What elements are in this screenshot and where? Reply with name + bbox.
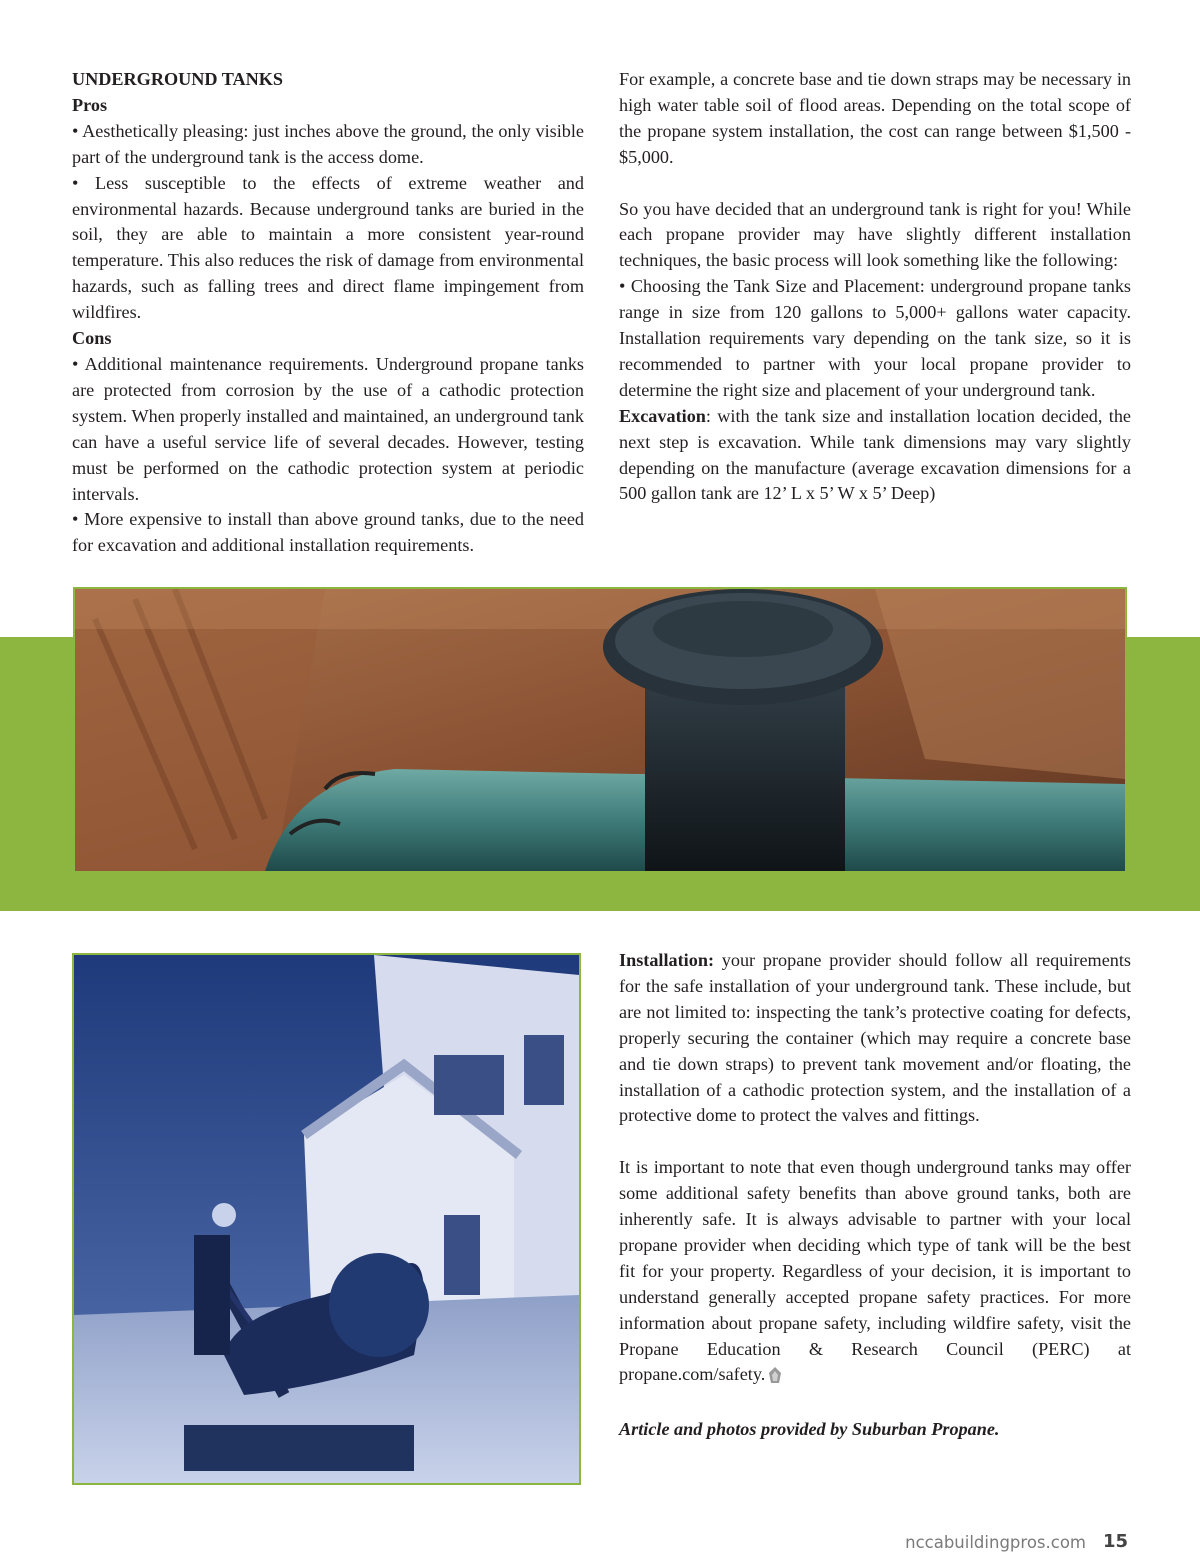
excavation-text: : with the tank size and installation location decided, the next step is excavation. While tank dimensions may vary slightly depending on the manufacture (average excavation dimensions for a 500 gallon tank are 12’ L x 5’ W x 5’ Deep): [619, 405, 1131, 504]
installation-paragraph: [619, 948, 1131, 1129]
cost-paragraph: For example, a concrete base and tie down straps may be necessary in high water table soil of flood areas. Depending on the total scope of the propane system installation, the cost can range between $1,500 - $5,000.: [619, 69, 1131, 167]
installation-label: Installation:: [619, 950, 714, 970]
pros-label: Pros: [72, 94, 108, 115]
pros-item-1: • Aesthetically pleasing: just inches above the ground, the only visible part of the underground tank is the access dome.: [72, 120, 584, 167]
cons-label: Cons: [72, 328, 112, 349]
page-number: 15: [1102, 1531, 1128, 1552]
tank-install-photo: [72, 953, 581, 1485]
photo-credit: Article and photos provided by Suburban Propane.: [619, 1419, 1000, 1440]
pros-item-2: • Less susceptible to the effects of extreme weather and environmental hazards. Because underground tanks are buried in the soil, they are able to maintain a more consistent year-round temperature. This also reduces the risk of damage from environmental hazards, such as falling trees and direct flame impingement from wildfires.: [72, 172, 584, 323]
section-heading: UNDERGROUND TANKS: [72, 69, 284, 89]
closing-text: It is important to note that even though underground tanks may offer some additional safety benefits than above ground tanks, both are inherently safe. It is always advisable to partner with your local propane provider when deciding which type of tank will be the best fit for your property. Regardless of your decision, it is important to understand generally accepted propane safety practices. For more information about propane safety, including wildfire safety, visit the Propane Education & Research Council (PERC) at propane.com/safety.: [619, 1157, 1131, 1385]
right-column: [619, 67, 1131, 507]
process-intro: So you have decided that an underground tank is right for you! While each propane provider may have slightly different installation techniques, the basic process will look something like the following:: [619, 198, 1131, 271]
lower-right-column: [619, 948, 1131, 1443]
trench-tank-photo: [73, 587, 1127, 873]
footer-website: nccabuildingpros.com: [905, 1533, 1086, 1552]
closing-paragraph: [619, 1155, 1131, 1391]
tank-size-bullet: • Choosing the Tank Size and Placement: underground propane tanks range in size from 120 gallons to 5,000+ gallons water capacity. Installation requirements vary depending on the tank size, so it is recommended to partner with your local propane provider to determine the right size and placement of your underground tank.: [619, 276, 1131, 400]
excavation-label: Excavation: [619, 405, 706, 426]
left-column: [72, 67, 584, 559]
flame-icon: [768, 1365, 782, 1391]
installation-text: your propane provider should follow all requirements for the safe installation of your underground tank. These include, but are not limited to: inspecting the tank’s protective coating for defects, properly securing the container (which may require a concrete base and tie down straps) to prevent tank movement and/or floating, the installation of a cathodic protection system, and the installation of a protective dome to protect the valves and fittings.: [619, 950, 1131, 1126]
cons-item-1: • Additional maintenance requirements. Underground propane tanks are protected from corrosion by the use of a cathodic protection system. When properly installed and maintained, an underground tank can have a useful service life of several decades. However, testing must be performed on the cathodic protection system at periodic intervals.: [72, 353, 584, 504]
cons-item-2: • More expensive to install than above ground tanks, due to the need for excavation and additional installation requirements.: [72, 509, 584, 556]
excavation-paragraph: [619, 404, 1131, 508]
